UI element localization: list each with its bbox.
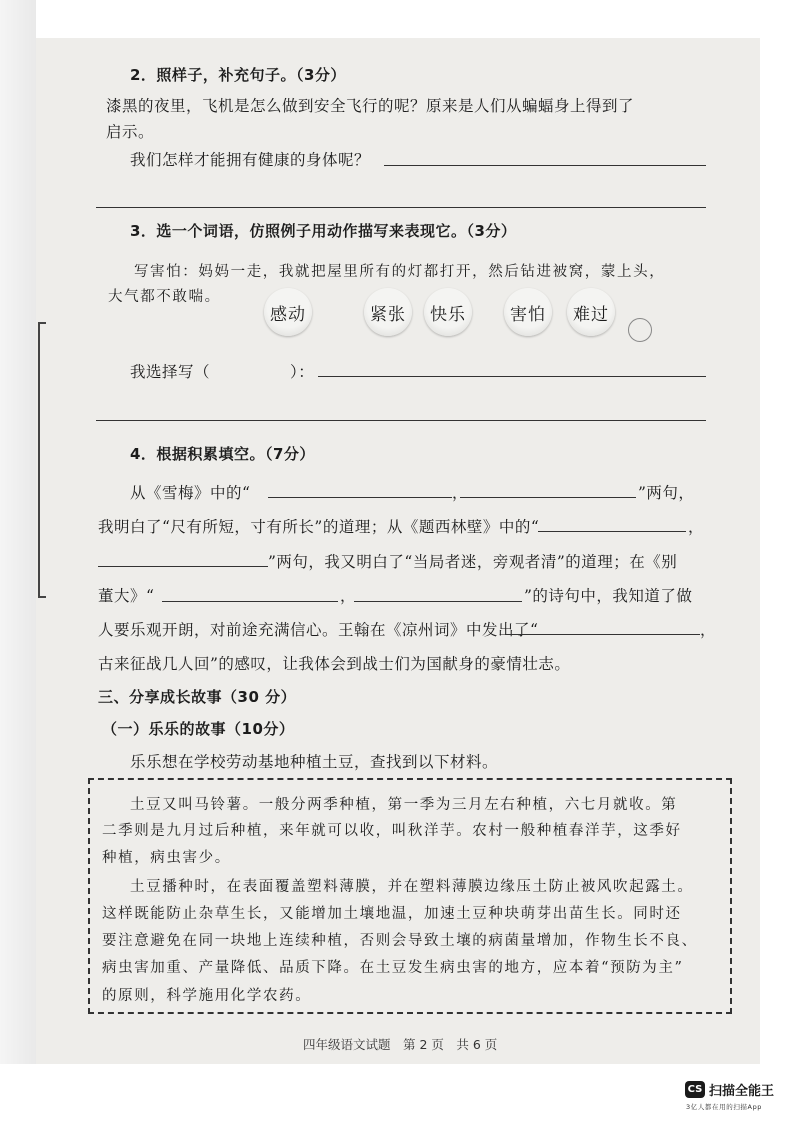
q4-line4-c: ”的诗句中，我知道了做 bbox=[524, 587, 693, 605]
q4-line2-comma: ， bbox=[688, 518, 705, 536]
section-3-subtitle: （一）乐乐的故事（10分） bbox=[102, 720, 295, 738]
q4-line5-a: 人要乐观开朗，对前途充满信心。王翰在《凉州词》中发出了“ bbox=[98, 621, 539, 639]
q4-line3-a: ”两句，我又明白了“当局者迷，旁观者清”的道理；在《别 bbox=[268, 553, 678, 571]
q4-blank-2[interactable] bbox=[460, 497, 636, 498]
material-line-1: 土豆又叫马铃薯。一般分两季种植，第一季为三月左右种植，六七月就收。第 bbox=[130, 797, 678, 813]
q4-blank-5[interactable] bbox=[162, 601, 338, 602]
q4-line2-a: 我明白了“尺有所短，寸有所长”的道理；从《题西林壁》中的“ bbox=[98, 518, 540, 536]
page-edge-shadow bbox=[0, 0, 36, 1064]
q3-example-line-1: 写害怕：妈妈一走，我就把屋里所有的灯都打开，然后钻进被窝，蒙上头， bbox=[134, 264, 666, 280]
q4-line4-a: 董大》“ bbox=[98, 587, 155, 605]
q4-blank-4[interactable] bbox=[98, 566, 268, 567]
q3-choose-close: ）： bbox=[290, 363, 315, 381]
material-line-4: 土豆播种时，在表面覆盖塑料薄膜，并在塑料薄膜边缘压土防止被风吹起露土。 bbox=[130, 879, 694, 895]
page-footer: 四年级语文试题 第 2 页 共 6 页 bbox=[303, 1037, 498, 1052]
q2-prompt: 我们怎样才能拥有健康的身体呢？ bbox=[130, 151, 371, 169]
section-3-title: 三、分享成长故事（30 分） bbox=[98, 688, 297, 706]
binding-bracket bbox=[38, 322, 46, 598]
q4-line4-comma: ， bbox=[340, 587, 357, 605]
word-bubble-4[interactable]: 害怕 bbox=[504, 288, 552, 336]
q3-answer-blank-1[interactable] bbox=[318, 376, 706, 377]
question-3-title: 3．选一个词语，仿照例子用动作描写来表现它。（3分） bbox=[130, 222, 517, 240]
q4-blank-3[interactable] bbox=[538, 531, 686, 532]
word-bubble-5[interactable]: 难过 bbox=[567, 288, 615, 336]
question-4-title: 4．根据积累填空。（7分） bbox=[130, 445, 315, 463]
q3-answer-blank-2[interactable] bbox=[96, 420, 706, 421]
q3-example-line-2: 大气都不敢喘。 bbox=[108, 289, 221, 305]
q4-line1-c: ”两句， bbox=[638, 484, 695, 502]
q4-blank-7[interactable] bbox=[506, 634, 700, 635]
q4-line1-a: 从《雪梅》中的“ bbox=[130, 484, 251, 502]
material-line-2: 二季则是九月过后种植，来年就可以收，叫秋洋芋。农村一般种植春洋芋，这季好 bbox=[102, 823, 682, 839]
q4-line6: 古来征战几人回”的感叹，让我体会到战士们为国献身的豪情壮志。 bbox=[98, 655, 571, 673]
q3-choose-label: 我选择写（ bbox=[130, 363, 211, 381]
q4-blank-1[interactable] bbox=[268, 497, 452, 498]
pencil-circle-mark bbox=[628, 318, 652, 342]
word-bubble-3[interactable]: 快乐 bbox=[424, 288, 472, 336]
q4-line1-comma: ， bbox=[452, 484, 469, 502]
q4-blank-6[interactable] bbox=[354, 601, 522, 602]
camscanner-name: 扫描全能王 bbox=[709, 1084, 775, 1099]
camscanner-logo-icon: CS bbox=[685, 1081, 705, 1098]
material-line-5: 这样既能防止杂草生长，又能增加土壤地温，加速土豆种块萌芽出苗生长。同时还 bbox=[102, 906, 682, 922]
word-bubble-1[interactable]: 感动 bbox=[264, 288, 312, 336]
q2-answer-blank-1[interactable] bbox=[384, 165, 706, 166]
material-line-6: 要注意避免在同一块地上连续种植，否则会导致土壤的病菌量增加，作物生长不良、 bbox=[102, 933, 698, 949]
q4-line5-comma: ， bbox=[700, 621, 717, 639]
material-line-8: 的原则，科学施用化学农药。 bbox=[102, 988, 312, 1004]
material-line-3: 种植，病虫害少。 bbox=[102, 850, 231, 866]
q2-answer-blank-2[interactable] bbox=[96, 207, 706, 208]
word-bubble-2[interactable]: 紧张 bbox=[364, 288, 412, 336]
camscanner-tagline: 3亿人都在用的扫描App bbox=[686, 1103, 763, 1111]
q2-example-line-1: 漆黑的夜里，飞机是怎么做到安全飞行的呢？原来是人们从蝙蝠身上得到了 bbox=[106, 97, 635, 115]
section-3-intro: 乐乐想在学校劳动基地种植土豆，查找到以下材料。 bbox=[130, 753, 499, 771]
question-2-title: 2．照样子，补充句子。（3分） bbox=[130, 66, 346, 84]
q2-example-line-2: 启示。 bbox=[106, 123, 155, 141]
material-line-7: 病虫害加重、产量降低、品质下降。在土豆发生病虫害的地方，应本着“预防为主” bbox=[102, 960, 684, 976]
